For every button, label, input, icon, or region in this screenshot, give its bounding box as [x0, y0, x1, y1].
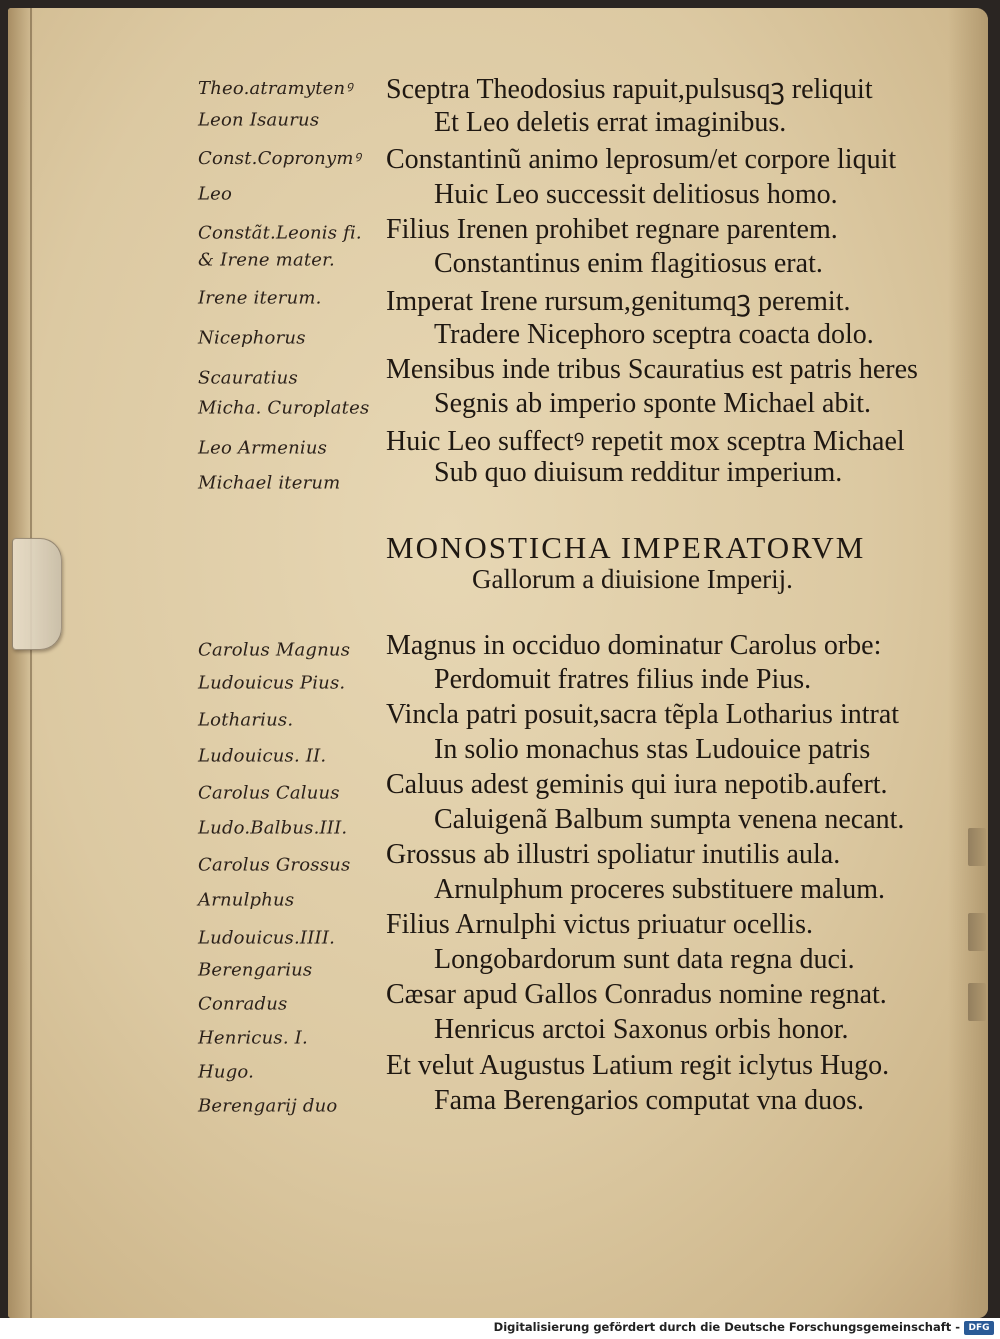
verse-line: Caluus adest geminis qui iura nepotib.aufert. — [386, 769, 888, 800]
margin-note: Lotharius. — [198, 709, 294, 731]
margin-note: Ludouicus.IIII. — [198, 927, 336, 949]
margin-note: Carolus Grossus — [198, 854, 351, 876]
digitization-footer — [0, 1318, 1000, 1339]
verse-line: Filius Irenen prohibet regnare parentem. — [386, 214, 838, 245]
margin-note: Henricus. I. — [198, 1027, 308, 1049]
verse-line: Et Leo deletis errat imaginibus. — [434, 107, 787, 138]
verse-line: Cæsar apud Gallos Conradus nomine regnat. — [386, 979, 887, 1010]
verse-line: Sceptra Theodosius rapuit,pulsusqꝫ reliquit — [386, 74, 873, 105]
margin-note: & Irene mater. — [198, 249, 335, 271]
margin-note: Ludouicus. II. — [198, 745, 327, 767]
verse-line: Arnulphum proceres substituere malum. — [434, 874, 886, 905]
verse-line: Segnis ab imperio sponte Michael abit. — [434, 388, 872, 419]
verse-line: Et velut Augustus Latium regit iclytus Hugo. — [386, 1050, 890, 1081]
dfg-logo-icon: DFG — [964, 1321, 994, 1335]
verse-line: Fama Berengarios computat vna duos. — [434, 1085, 865, 1116]
verse-line: In solio monachus stas Ludouice patris — [434, 734, 871, 765]
verse-line: Vincla patri posuit,sacra tẽpla Lotharius intrat — [386, 699, 900, 730]
verse-line: Huic Leo successit delitiosus homo. — [434, 179, 838, 210]
verse-line: Imperat Irene rursum,genitumqꝫ peremit. — [386, 286, 851, 317]
margin-note: Constãt.Leonis fi. — [198, 222, 362, 244]
verse-line: Perdomuit fratres filius inde Pius. — [434, 664, 812, 695]
margin-note: Leo Armenius — [198, 437, 328, 459]
verse-line: Sub quo diuisum redditur imperium. — [434, 457, 843, 488]
verse-line: Grossus ab illustri spoliatur inutilis aula. — [386, 839, 841, 870]
verse-line: Longobardorum sunt data regna duci. — [434, 944, 855, 975]
margin-note: Theo.atramytenꝰ — [198, 78, 353, 99]
bleed-through-mark — [968, 913, 986, 951]
verse-line: Caluigenã Balbum sumpta venena necant. — [434, 804, 905, 835]
margin-note: Carolus Magnus — [198, 639, 351, 661]
margin-note: Scauratius — [198, 367, 298, 389]
verse-line: Filius Arnulphi victus priuatur ocellis. — [386, 909, 813, 940]
margin-note: Conradus — [198, 993, 288, 1015]
margin-note: Micha. Curoplates — [198, 397, 370, 419]
verse-line: Henricus arctoi Saxonus orbis honor. — [434, 1014, 849, 1045]
verse-line: Constantinũ animo leprosum/et corpore liquit — [386, 144, 897, 175]
margin-note: Berengarius — [198, 959, 313, 981]
margin-note: Ludo.Balbus.III. — [198, 817, 348, 839]
margin-note: Leo — [198, 183, 233, 205]
margin-note: Ludouicus Pius. — [198, 672, 346, 694]
section-heading: MONOSTICHA IMPERATORVM — [386, 530, 866, 565]
margin-note: Irene iterum. — [198, 287, 322, 309]
verse-line: Magnus in occiduo dominatur Carolus orbe: — [386, 630, 882, 661]
page-clip — [12, 538, 62, 650]
margin-note: Nicephorus — [198, 327, 306, 349]
verse-line: Mensibus inde tribus Scauratius est patris heres — [386, 354, 918, 385]
margin-note: Carolus Caluus — [198, 782, 340, 804]
section-subheading: Gallorum a diuisione Imperij. — [472, 564, 793, 594]
margin-note: Const.Copronymꝰ — [198, 148, 361, 169]
verse-line: Tradere Nicephoro sceptra coacta dolo. — [434, 319, 874, 350]
bleed-through-mark — [968, 983, 986, 1021]
verse-line: Constantinus enim flagitiosus erat. — [434, 248, 823, 279]
margin-note: Arnulphus — [198, 889, 295, 911]
funding-notice: Digitalisierung gefördert durch die Deutsche Forschungsgemeinschaft - — [493, 1320, 960, 1334]
margin-note: Leon Isaurus — [198, 109, 320, 131]
margin-note: Berengarij duo — [198, 1095, 338, 1117]
margin-note: Hugo. — [198, 1061, 255, 1083]
page-gutter — [30, 8, 32, 1318]
margin-note: Michael iterum — [198, 472, 341, 494]
book-page — [8, 8, 988, 1318]
verse-line: Huic Leo suffectꝰ repetit mox sceptra Michael — [386, 426, 905, 457]
bleed-through-mark — [968, 828, 986, 866]
